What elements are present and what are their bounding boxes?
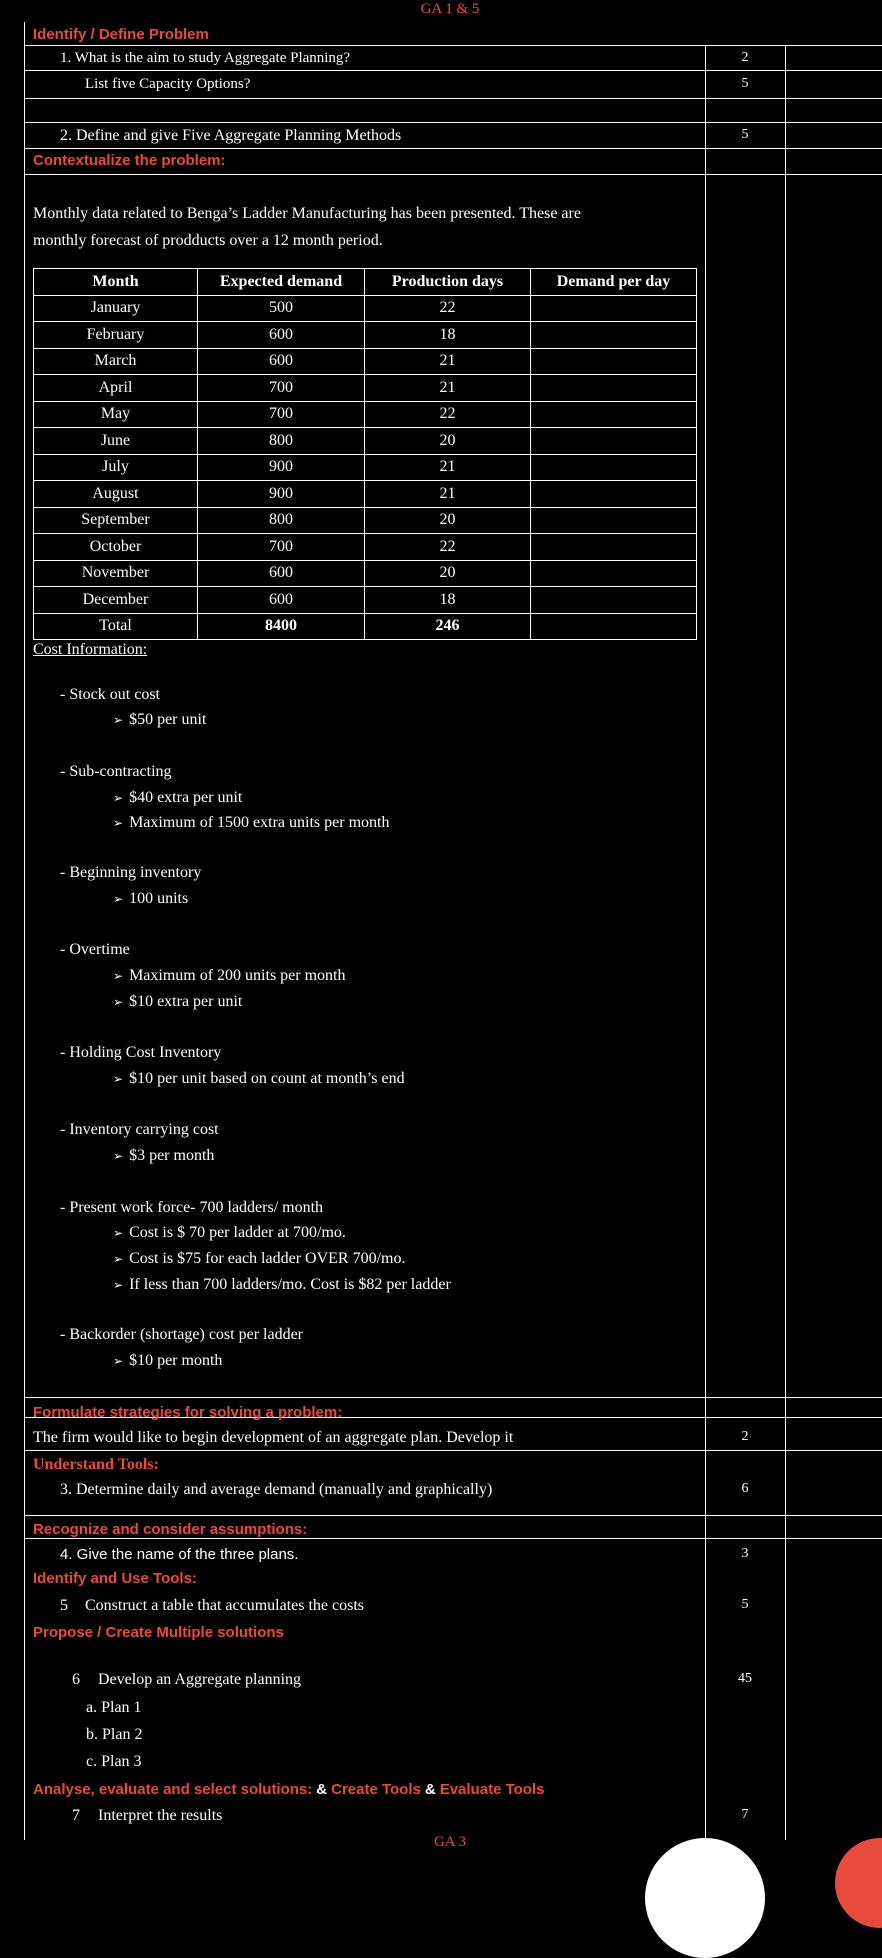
col-month: Month xyxy=(34,269,198,296)
cell xyxy=(531,375,697,402)
table-row xyxy=(34,322,697,349)
table-row xyxy=(34,507,697,534)
cell: 700 xyxy=(198,401,365,428)
cost-backorder: - Backorder (shortage) cost per ladder xyxy=(60,1326,303,1343)
cell: 22 xyxy=(365,295,531,322)
question-7: Interpret the results xyxy=(98,1807,223,1824)
cell: February xyxy=(34,322,198,349)
table-row xyxy=(34,428,697,455)
divider xyxy=(24,98,882,99)
cell: April xyxy=(34,375,198,402)
table-header-row xyxy=(34,269,697,296)
mark-q2: 5 xyxy=(741,127,749,142)
cell xyxy=(531,348,697,375)
intro-line-2: monthly forecast of prodducts over a 12 month period. xyxy=(33,232,383,249)
cell: 21 xyxy=(365,348,531,375)
cell: 700 xyxy=(198,375,365,402)
divider xyxy=(24,1538,882,1539)
col-production-days: Production days xyxy=(365,269,531,296)
mark-q7: 7 xyxy=(741,1807,749,1822)
question-6-number: 6 xyxy=(72,1671,80,1688)
list-item: ➢ $10 per unit based on count at month’s end xyxy=(113,1070,405,1087)
table-row xyxy=(34,534,697,561)
section-identify-use: Identify and Use Tools: xyxy=(33,1570,197,1587)
table-row xyxy=(34,375,697,402)
col-expected-demand: Expected demand xyxy=(198,269,365,296)
question-6: Develop an Aggregate planning xyxy=(98,1671,302,1688)
cost-stockout: - Stock out cost xyxy=(60,686,160,703)
question-6b: b. Plan 2 xyxy=(86,1726,143,1743)
frame-marks-border xyxy=(705,45,706,1840)
cell: 21 xyxy=(365,454,531,481)
arrow-bullet-icon: ➢ xyxy=(113,713,124,727)
cell: 8400 xyxy=(198,613,365,640)
cell: January xyxy=(34,295,198,322)
table-row xyxy=(34,587,697,614)
cell: March xyxy=(34,348,198,375)
divider xyxy=(24,45,882,46)
list-item: ➢ 100 units xyxy=(113,890,189,907)
question-6a: a. Plan 1 xyxy=(86,1699,142,1716)
cost-beginning: - Beginning inventory xyxy=(60,864,202,881)
decorative-circle-icon xyxy=(835,1838,882,1928)
question-5: Construct a table that accumulates the costs xyxy=(85,1597,365,1614)
arrow-bullet-icon: ➢ xyxy=(113,791,124,805)
list-item: ➢ $10 extra per unit xyxy=(113,993,243,1010)
cost-carrying: - Inventory carrying cost xyxy=(60,1121,219,1138)
cell: May xyxy=(34,401,198,428)
cell: 900 xyxy=(198,454,365,481)
cost-holding: - Holding Cost Inventory xyxy=(60,1044,222,1061)
table-row xyxy=(34,481,697,508)
cell: Total xyxy=(34,613,198,640)
cell xyxy=(531,322,697,349)
cell xyxy=(531,454,697,481)
ampersand: & xyxy=(424,1781,436,1798)
frame-right-border xyxy=(785,45,786,1840)
page-footer: GA 3 xyxy=(433,1834,467,1850)
mark-q1: 2 xyxy=(741,50,749,65)
arrow-bullet-icon: ➢ xyxy=(113,1278,124,1292)
table-row xyxy=(34,295,697,322)
arrow-bullet-icon: ➢ xyxy=(113,1252,124,1266)
cell: 600 xyxy=(198,560,365,587)
section-contextualize: Contextualize the problem: xyxy=(33,152,226,169)
divider xyxy=(24,174,882,175)
cost-workforce: - Present work force- 700 ladders/ month xyxy=(60,1199,324,1216)
cell: 20 xyxy=(365,560,531,587)
cell: 18 xyxy=(365,322,531,349)
section-identify: Identify / Define Problem xyxy=(33,26,209,43)
divider xyxy=(24,1450,882,1451)
section-formulate: Formulate strategies for solving a problem: xyxy=(33,1404,343,1421)
list-item: ➢ Cost is $ 70 per ladder at 700/mo. xyxy=(113,1224,346,1241)
cell: 246 xyxy=(365,613,531,640)
cell: August xyxy=(34,481,198,508)
cell xyxy=(531,428,697,455)
mark-q4: 3 xyxy=(741,1546,749,1561)
cell: 600 xyxy=(198,322,365,349)
divider xyxy=(24,1515,882,1516)
frame-left-border xyxy=(24,22,25,1840)
list-item: ➢ $40 extra per unit xyxy=(113,789,243,806)
arrow-bullet-icon: ➢ xyxy=(113,1149,124,1163)
demand-table xyxy=(33,268,697,640)
section-propose: Propose / Create Multiple solutions xyxy=(33,1624,284,1641)
section-understand: Understand Tools: xyxy=(33,1456,159,1473)
cost-overtime: - Overtime xyxy=(60,941,130,958)
cell: July xyxy=(34,454,198,481)
cell: 18 xyxy=(365,587,531,614)
cell: 21 xyxy=(365,375,531,402)
list-item: ➢ $10 per month xyxy=(113,1352,223,1369)
formulate-text: The firm would like to begin development of an aggregate plan. Develop it xyxy=(33,1429,514,1446)
question-3: 3. Determine daily and average demand (manually and graphically) xyxy=(60,1481,493,1498)
arrow-bullet-icon: ➢ xyxy=(113,969,124,983)
cell xyxy=(531,401,697,428)
table-row xyxy=(34,560,697,587)
ampersand: & xyxy=(316,1781,328,1798)
cell: November xyxy=(34,560,198,587)
divider xyxy=(24,70,882,71)
cell: 600 xyxy=(198,348,365,375)
table-row xyxy=(34,401,697,428)
arrow-bullet-icon: ➢ xyxy=(113,816,124,830)
question-1b: List five Capacity Options? xyxy=(85,76,251,92)
list-item: ➢ Maximum of 1500 extra units per month xyxy=(113,814,390,831)
cell: 21 xyxy=(365,481,531,508)
cell: 20 xyxy=(365,507,531,534)
cell xyxy=(531,560,697,587)
question-5-number: 5 xyxy=(60,1597,68,1614)
mark-q1b: 5 xyxy=(741,76,749,91)
cell xyxy=(531,613,697,640)
cell xyxy=(531,587,697,614)
arrow-bullet-icon: ➢ xyxy=(113,1226,124,1240)
table-row xyxy=(34,348,697,375)
cell: September xyxy=(34,507,198,534)
cell: 900 xyxy=(198,481,365,508)
evaluate-tools-label: Evaluate Tools xyxy=(439,1781,545,1798)
cost-subcontract: - Sub-contracting xyxy=(60,763,172,780)
cell: 600 xyxy=(198,587,365,614)
cell: 700 xyxy=(198,534,365,561)
arrow-bullet-icon: ➢ xyxy=(113,1354,124,1368)
intro-line-1: Monthly data related to Benga’s Ladder Manufacturing has been presented. These are xyxy=(33,205,581,222)
cell: 800 xyxy=(198,428,365,455)
question-7-number: 7 xyxy=(72,1807,80,1824)
cell: 22 xyxy=(365,534,531,561)
cell xyxy=(531,534,697,561)
arrow-bullet-icon: ➢ xyxy=(113,892,124,906)
col-demand-per-day: Demand per day xyxy=(531,269,697,296)
cell xyxy=(531,295,697,322)
divider xyxy=(24,122,882,123)
cell: June xyxy=(34,428,198,455)
mark-q3: 6 xyxy=(741,1481,749,1496)
list-item: ➢ Maximum of 200 units per month xyxy=(113,967,346,984)
section-recognize: Recognize and consider assumptions: xyxy=(33,1521,308,1538)
list-item: ➢ If less than 700 ladders/mo. Cost is $82 per ladder xyxy=(113,1276,451,1293)
cell xyxy=(531,481,697,508)
question-6c: c. Plan 3 xyxy=(86,1753,142,1770)
list-item: ➢ $3 per month xyxy=(113,1147,215,1164)
decorative-circle-icon xyxy=(645,1838,765,1958)
list-item: ➢ Cost is $75 for each ladder OVER 700/mo. xyxy=(113,1250,406,1267)
arrow-bullet-icon: ➢ xyxy=(113,995,124,1009)
divider xyxy=(24,148,882,149)
cell: October xyxy=(34,534,198,561)
cell: 500 xyxy=(198,295,365,322)
analyse-label: Analyse, evaluate and select solutions: xyxy=(33,1781,313,1798)
divider xyxy=(24,1397,882,1398)
question-1: 1. What is the aim to study Aggregate Planning? xyxy=(60,50,351,66)
table-total-row xyxy=(34,613,697,640)
section-analyse xyxy=(33,1781,544,1799)
mark-formulate: 2 xyxy=(741,1429,749,1444)
cell: December xyxy=(34,587,198,614)
cell xyxy=(531,507,697,534)
create-tools-label: Create Tools xyxy=(331,1781,421,1798)
cell: 22 xyxy=(365,401,531,428)
question-4: 4. Give the name of the three plans. xyxy=(60,1546,299,1563)
question-2: 2. Define and give Five Aggregate Planning Methods xyxy=(60,127,402,144)
table-row xyxy=(34,454,697,481)
arrow-bullet-icon: ➢ xyxy=(113,1072,124,1086)
cell: 20 xyxy=(365,428,531,455)
cell: 800 xyxy=(198,507,365,534)
list-item: ➢ $50 per unit xyxy=(113,711,207,728)
mark-q6: 45 xyxy=(738,1671,752,1686)
page-header: GA 1 & 5 xyxy=(420,1,480,17)
cost-info-heading: Cost Information: xyxy=(33,641,148,658)
mark-q5: 5 xyxy=(741,1597,749,1612)
